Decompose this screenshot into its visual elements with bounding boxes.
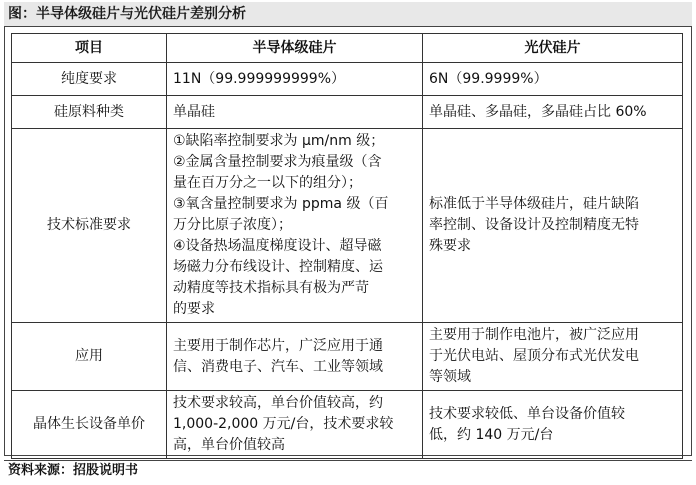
table-row	[12, 323, 683, 391]
figure-title: 图：半导体级硅片与光伏硅片差别分析	[4, 2, 692, 26]
header-row	[12, 34, 683, 63]
photovoltaic-cell: 6N（99.9999%）	[423, 63, 683, 96]
row-label: 技术标准要求	[12, 129, 167, 323]
source-note: 资料来源：招股说明书	[4, 460, 692, 480]
row-label: 应用	[12, 323, 167, 391]
row-label: 纯度要求	[12, 63, 167, 96]
header-photovoltaic: 光伏硅片	[423, 34, 683, 63]
row-label: 硅原料种类	[12, 96, 167, 129]
table-row	[12, 129, 683, 323]
semiconductor-cell: 主要用于制作芯片，广泛应用于通 信、消费电子、汽车、工业等领域	[167, 323, 423, 391]
header-semiconductor: 半导体级硅片	[167, 34, 423, 63]
photovoltaic-cell: 标准低于半导体级硅片，硅片缺陷 率控制、设备设计及控制精度无特 殊要求	[423, 129, 683, 323]
photovoltaic-cell: 单晶硅、多晶硅，多晶硅占比 60%	[423, 96, 683, 129]
table-row	[12, 391, 683, 459]
photovoltaic-cell: 技术要求较低、单台设备价值较 低，约 140 万元/台	[423, 391, 683, 459]
header-item: 项目	[12, 34, 167, 63]
table-row	[12, 63, 683, 96]
semiconductor-cell: ①缺陷率控制要求为 μm/nm 级； ②金属含量控制要求为痕量级（含 量在百万分之一以下的组分）； ③氧含量控制要求为 ppma 级（百 万分比原子浓度）； ④设备热场温度梯度设计、超导磁 场磁力分布线设计、控制精度、运 动精度等技术指标具有极为严苛 的要求	[167, 129, 423, 323]
semiconductor-cell: 技术要求较高，单台价值较高，约 1,000-2,000 万元/台，技术要求较 高，单台价值较高	[167, 391, 423, 459]
semiconductor-cell: 11N（99.999999999%）	[167, 63, 423, 96]
comparison-table	[11, 33, 683, 459]
semiconductor-cell: 单晶硅	[167, 96, 423, 129]
table-row	[12, 96, 683, 129]
photovoltaic-cell: 主要用于制作电池片，被广泛应用 于光伏电站、屋顶分布式光伏发电 等领域	[423, 323, 683, 391]
row-label: 晶体生长设备单价	[12, 391, 167, 459]
